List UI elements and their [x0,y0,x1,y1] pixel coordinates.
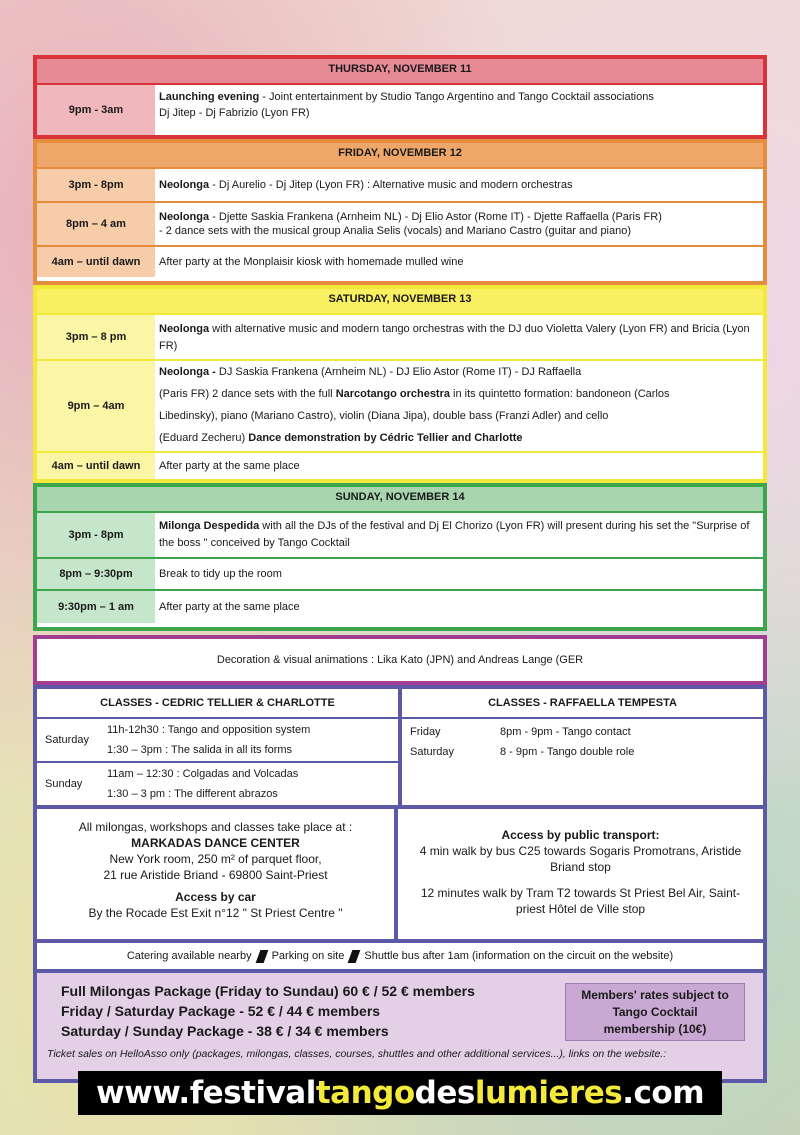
table-row [37,245,763,277]
table-row [37,201,763,245]
class-items [107,764,390,804]
time-cell: 3pm - 8pm [37,169,155,201]
event-text: - Dj Aurelio - Dj Jitep (Lyon FR) : Alternative music and modern orchestras [209,179,573,191]
time-cell: 8pm – 9:30pm [37,559,155,589]
event-text: (Eduard Zecheru) [159,432,249,444]
venue-room: New York room, 250 m² of parquet floor, [109,852,322,866]
venue-name: MARKADAS DANCE CENTER [131,836,300,850]
class-items [107,720,390,760]
members-note-line: membership (10€) [603,1022,707,1036]
program-page [33,55,767,1083]
parking-text: Parking on site [271,950,345,962]
time-cell: 9:30pm – 1 am [37,591,155,623]
class-list [402,719,763,762]
classes-title: CLASSES - CEDRIC TELLIER & CHARLOTTE [100,697,335,709]
event-name: Neolonga [159,179,210,191]
event-text: DJ Saskia Frankena (Arnheim NL) - DJ Elio Astor (Rome IT) - DJ Raffaella [215,366,582,378]
time-cell: 9pm – 4am [37,361,155,451]
car-access-title: Access by car [175,890,256,904]
slash-separator-icon [255,950,268,963]
website-part: des [414,1075,475,1111]
friday-title: FRIDAY, NOVEMBER 12 [37,143,763,167]
class-item: 11h-12h30 : Tango and opposition system [107,724,311,736]
event-name: Neolonga - [159,366,216,378]
info-block [33,685,767,1083]
time-cell: 8pm – 4 am [37,203,155,245]
table-row [37,451,763,479]
description-cell [155,85,763,135]
class-day-row [402,722,763,742]
venue-address: 21 rue Aristide Briand - 69800 Saint-Priest [103,868,328,882]
description-cell [155,513,763,557]
ticket-sales-note: Ticket sales on HelloAsso only (packages, milongas, classes, courses, shuttles and other additional services...), links on the website.: [47,1048,667,1060]
description-cell: Break to tidy up the room [155,559,763,589]
package-line: Friday / Saturday Package - 52 € / 44 € members [61,1003,381,1019]
time-cell: 3pm - 8pm [37,513,155,557]
venue-info [37,809,394,939]
table-row [37,511,763,557]
table-row [37,83,763,135]
description-cell [155,315,763,359]
class-day: Saturday [410,746,455,758]
event-name: Launching evening [159,91,260,103]
event-name: Neolonga [159,323,210,335]
members-note [565,983,745,1041]
event-text: - Joint entertainment by Studio Tango Argentino and Tango Cocktail associations [259,91,654,103]
website-banner[interactable] [78,1071,722,1115]
time-cell: 3pm – 8 pm [37,315,155,359]
transport-title: Access by public transport: [501,828,660,842]
website-part: tango [315,1075,415,1111]
class-day: Sunday [45,778,83,790]
slash-separator-icon [348,950,361,963]
class-day-row [37,719,398,761]
venue-intro: All milongas, workshops and classes take place at : [78,820,353,834]
tram-access: 12 minutes walk by Tram T2 towards St Priest Bel Air, Saint-priest Hôtel de Ville stop [420,886,741,916]
description-cell [155,203,763,245]
transport-info [394,809,763,939]
time-cell: 9pm - 3am [37,85,155,135]
table-row [37,167,763,201]
table-row [37,313,763,359]
event-text: (Paris FR) 2 dance sets with the full [159,388,336,400]
class-day-row [37,763,398,805]
website-part: lumieres [474,1075,623,1111]
sunday-section [33,483,767,631]
class-item: 8pm - 9pm - Tango contact [500,726,631,738]
event-name: Milonga Despedida [159,520,260,532]
time-cell: 4am – until dawn [37,247,155,277]
event-text: with alternative music and modern tango orchestras with the DJ duo Violetta Valery (Lyon FR) and Bricia (Lyon FR) [159,323,750,352]
event-text: with all the DJs of the festival and Dj El Chorizo (Lyon FR) will present during his set the "Surprise of the boss " conceived by Tango Cocktail [159,520,750,549]
event-text: Dj Jitep - Dj Fabrizio (Lyon FR) [159,107,310,119]
bus-access: 4 min walk by bus C25 towards Sogaris Promotrans, Aristide Briand stop [419,844,742,874]
package-line: Saturday / Sunday Package - 38 € / 34 € members [61,1023,389,1039]
event-text: - Djette Saskia Frankena (Arnheim NL) - Dj Elio Astor (Rome IT) - Djette Raffaella (Paris FR) [209,211,662,223]
event-name: Neolonga [159,211,210,223]
members-note-line: Tango Cocktail [612,1005,698,1019]
classes-grid [37,689,763,805]
saturday-section [33,285,767,483]
class-day: Friday [410,726,441,738]
description-cell [155,361,763,451]
classes-title: CLASSES - RAFFAELLA TEMPESTA [488,697,677,709]
event-text: Libedinsky), piano (Mariano Castro), violin (Diana Jipa), double bass (Franzi Adler) and cello [159,410,609,422]
classes-raffaella [398,689,763,805]
description-cell: After party at the Monplaisir kiosk with homemade mulled wine [155,247,763,277]
description-cell [155,169,763,201]
thursday-section [33,55,767,139]
table-row [37,359,763,451]
class-item: 1:30 – 3 pm : The different abrazos [107,788,278,800]
description-cell: After party at the same place [155,453,763,479]
decoration-credits: Decoration & visual animations : Lika Kato (JPN) and Andreas Lange (GER [33,635,767,685]
shuttle-text: Shuttle bus after 1am (information on the circuit on the website) [364,950,674,962]
class-day-row [402,742,763,762]
website-part: .com [622,1075,705,1111]
orchestra-name: Narcotango orchestra [335,388,450,400]
saturday-title: SATURDAY, NOVEMBER 13 [37,289,763,313]
time-cell: 4am – until dawn [37,453,155,479]
sunday-title: SUNDAY, NOVEMBER 14 [37,487,763,511]
description-cell: After party at the same place [155,591,763,623]
car-access-text: By the Rocade Est Exit n°12 " St Priest Centre " [88,906,343,920]
members-note-line: Members' rates subject to [581,988,729,1002]
thursday-title: THURSDAY, NOVEMBER 11 [37,59,763,83]
packages-section [37,973,763,1079]
class-item: 11am – 12:30 : Colgadas and Volcadas [107,768,299,780]
catering-text: Catering available nearby [126,950,252,962]
friday-section [33,139,767,285]
class-item: 8 - 9pm - Tango double role [500,746,635,758]
website-part: www.festival [95,1075,316,1111]
table-row [37,589,763,623]
access-grid [37,809,763,939]
table-row [37,557,763,589]
class-day: Saturday [45,734,90,746]
package-line: Full Milongas Package (Friday to Sundau) 60 € / 52 € members [61,983,475,999]
class-item: 1:30 – 3pm : The salida in all its forms [107,744,293,756]
demonstration-name: Dance demonstration by Cédric Tellier and Charlotte [248,432,523,444]
classes-cedric-charlotte [37,689,398,805]
services-bar [37,943,763,969]
event-text: in its quintetto formation: bandoneon (Carlos [450,388,670,400]
event-text: - 2 dance sets with the musical group Analia Selis (vocals) and Mariano Castro (guitar and piano) [159,225,632,237]
